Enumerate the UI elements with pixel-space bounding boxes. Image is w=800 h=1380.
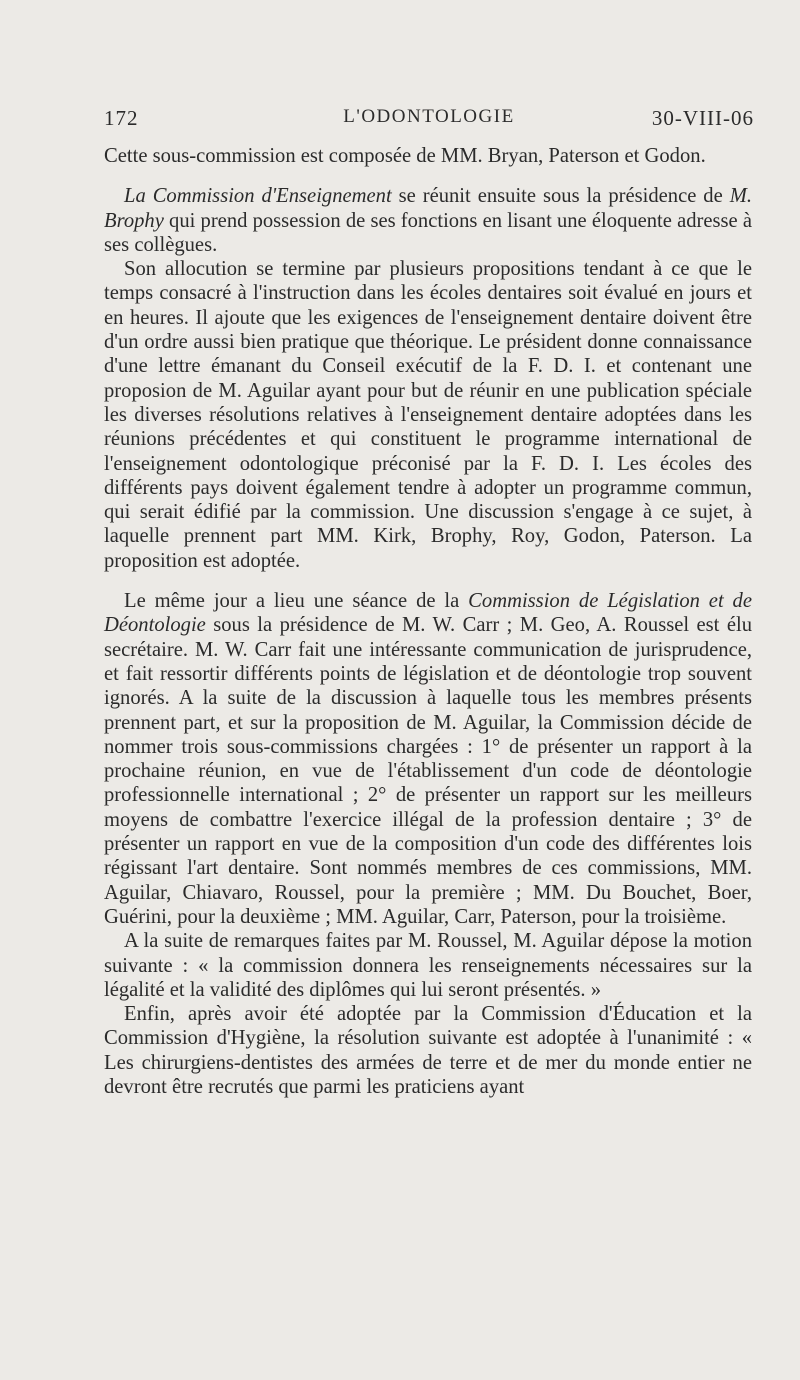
paragraph-4-a: Le même jour a lieu une séance de la [124, 590, 469, 613]
paragraph-6: Enfin, après avoir été adoptée par la Commission d'Éducation et la Commission d'Hygiène, la résolution suivante est adoptée à l'unanimité : « Les chirurgiens-dentistes des armées de terre et de mer du monde entier ne devront être recrutés que parmi les praticiens ayant [104, 1003, 752, 1098]
paragraph-4-italic: Commission de Législation et de Déontologie [104, 590, 752, 637]
paragraph-2-italic: La Commission d'Enseignement [124, 185, 392, 208]
issue-date: 30-VIII-06 [651, 106, 754, 130]
paragraph-2 [104, 184, 752, 257]
paragraph-1: Cette sous-commission est composée de MM. Bryan, Paterson et Godon. [104, 145, 706, 167]
paragraph-5: A la suite de remarques faites par M. Roussel, M. Aguilar dépose la motion suivante : « la commission donnera les renseignements nécessaires sur la légalité et la validité des diplômes qui lui seront présentés. » [104, 930, 752, 1001]
paragraph-2-b: qui prend possession de ses fonctions en lisant une éloquente adresse à ses collègues. [104, 209, 752, 256]
paragraph-2-a: se réunit ensuite sous la présidence de [391, 185, 730, 208]
running-header [104, 106, 754, 136]
running-title: L'ODONTOLOGIE [343, 106, 515, 127]
page-number: 172 [104, 106, 139, 130]
paragraph-4-b: sous la présidence de M. W. Carr ; M. Geo, A. Roussel est élu secrétaire. M. W. Carr fait une intéressante communication de jurisprudence, et fait ressortir différents points de législation et de déontologie trop souvent ignorés. A la suite de la discussion à laquelle tous les membres présents prennent part, et sur la proposition de M. Aguilar, la Commission décide de nommer trois sous-commissions chargées : 1° de présenter un rapport à la prochaine réunion, en vue de l'établissement d'un code de déontologie professionnelle international ; 2° de présenter un rapport sur les meilleurs moyens de combattre l'exercice illégal de la profession dentaire ; 3° de présenter un rapport en vue de la composition d'un code des différentes lois régissant l'art dentaire. Sont nommés membres de ces commissions, MM. Aguilar, Chiavaro, Roussel, pour la première ; MM. Du Bouchet, Boer, Guérini, pour la deuxième ; MM. Aguilar, Carr, Paterson, pour la troisième. [104, 614, 752, 928]
body-text [104, 144, 752, 1099]
paragraph-3: Son allocution se termine par plusieurs propositions tendant à ce que le temps consacré à l'instruction dans les écoles dentaires soit évalué en jours et en heures. Il ajoute que les exigences de l'enseignement dentaire doivent être d'un ordre aussi bien pratique que théorique. Le président donne connaissance d'une lettre émanant du Conseil exécutif de la F. D. I. et contenant une proposion de M. Aguilar ayant pour but de réunir en une publication spéciale les diverses résolutions relatives à l'enseignement dentaire adoptées dans les réunions précédentes et qui constituent le programme international de l'enseignement odontologique préconisé par la F. D. I. Les écoles des différents pays doivent également tendre à adopter un programme commun, qui serait édifié par la commission. Une discussion s'engage à ce sujet, à laquelle prennent part MM. Kirk, Brophy, Roy, Godon, Paterson. La proposition est adoptée. [104, 258, 752, 572]
paragraph-4 [104, 589, 752, 929]
paragraph-2-name: M. Brophy [104, 185, 752, 232]
